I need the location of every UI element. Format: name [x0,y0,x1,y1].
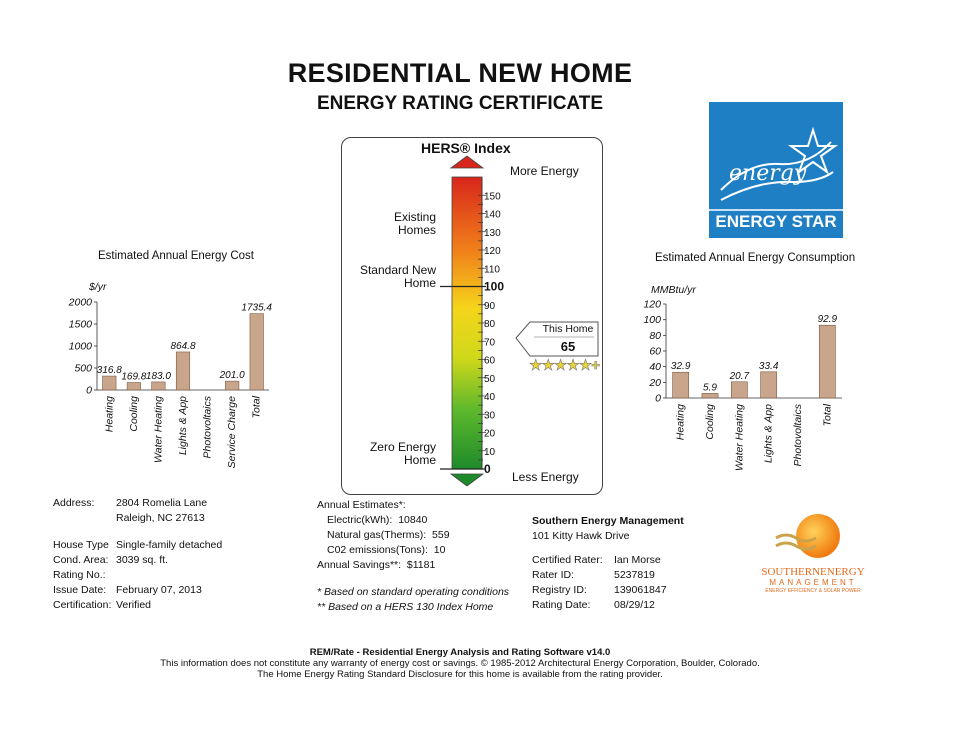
certification-label: Certification: [53,599,112,611]
cost-chart-bar-value-label: 169.8 [121,371,147,383]
electric-value: 10840 [398,514,428,526]
cost-chart-category-label: Cooling [127,396,140,432]
consumption-chart-category-label: Total [821,404,834,427]
hers-tick-label: 20 [484,428,496,440]
energy-star-label: ENERGY STAR [715,212,837,231]
hers-title: HERS® Index [421,140,511,156]
hers-scale [440,150,515,490]
annual-estimates [317,498,509,615]
consumption-chart-bar [673,372,689,398]
consumption-chart-ylabel: MMBtu/yr [651,284,696,296]
hers-tick-label: 120 [484,246,501,257]
note-2: ** Based on a HERS 130 Index Home [317,601,494,613]
certified-rater-label: Certified Rater: [532,554,603,566]
sun-icon [758,510,868,570]
less-energy-label: Less Energy [512,470,579,484]
star-rating [529,356,599,374]
hers-tick-label: 0 [484,462,491,476]
energy-star-logo [709,102,843,238]
address-label: Address: [53,497,95,509]
rater-block [532,514,684,613]
hers-tick-label: 90 [484,300,496,312]
this-home-value: 65 [560,339,576,354]
consumption-chart-bar [819,325,835,398]
consumption-chart-category-label: Water Heating [733,404,746,471]
consumption-chart-category-label: Cooling [704,404,716,440]
house-type-label: House Type [53,539,109,551]
rater-id-label: Rater ID: [532,569,575,581]
hers-tick-label: 130 [484,227,501,239]
consumption-chart-category-label: Photovoltaics [792,404,804,467]
co2-value: 10 [433,544,446,556]
hers-color-bar [452,177,482,469]
zero-energy-home-label: Zero Energy Home [369,440,436,467]
cost-chart-ylabel: $/yr [89,281,107,293]
plus-icon: + [591,357,600,374]
southern-energy-logo [758,510,868,600]
rater-company: Southern Energy Management [532,515,684,527]
cond-area-value: 3039 sq. ft. [116,554,168,566]
issue-date-value: February 07, 2013 [116,584,202,596]
hers-tick-label: 140 [484,209,501,221]
more-energy-label: More Energy [510,164,579,178]
consumption-chart-y-tick-label: 80 [649,329,661,342]
registry-id-label: Registry ID: [532,584,587,596]
consumption-chart-y-tick-label: 60 [649,345,661,358]
consumption-chart-y-tick-label: 40 [649,361,661,374]
page-subtitle: ENERGY RATING CERTIFICATE [316,93,604,114]
cost-chart-bar [152,382,166,390]
cost-chart-bar [103,376,117,390]
address-block [53,496,222,613]
consumption-chart-bar [731,382,747,398]
this-home-label: This Home [542,323,594,335]
cost-chart-y-tick-label: 500 [74,362,92,375]
cost-chart-bar [250,314,264,390]
cost-chart-bar-value-label: 316.8 [96,365,122,377]
consumption-chart-bar-value-label: 33.4 [758,360,779,372]
savings-label: Annual Savings**: [317,559,402,571]
logo-sub: MANAGEMENT [769,578,857,587]
rating-no-value [116,568,222,583]
rating-no-label: Rating No.: [53,569,106,581]
gas-value: 559 [432,529,450,541]
up-arrow-icon [451,156,483,168]
consumption-chart [620,294,850,484]
cost-chart-bar [225,381,239,390]
hers-tick-label: 10 [484,446,496,458]
cost-chart [50,290,280,470]
cost-chart-bar [127,383,141,390]
hers-tick-label: 150 [484,191,501,203]
consumption-chart-bar-value-label: 5.9 [703,382,717,394]
down-arrow-icon [451,474,483,486]
consumption-chart-category-label: Heating [674,404,687,441]
rater-id-value: 5237819 [614,569,655,581]
rating-date-value: 08/29/12 [614,599,655,611]
existing-homes-label: Existing Homes [393,210,436,237]
cost-chart-category-label: Service Charge [226,396,239,469]
estimates-heading: Annual Estimates*: [317,499,406,511]
consumption-chart-y-tick-label: 0 [655,392,661,405]
consumption-chart-y-tick-label: 100 [643,314,661,327]
hers-tick-label: 70 [484,337,496,349]
footer-disclaimer: This information does not constitute any warranty of energy cost or savings. © 1985-2012 Architectural Energy Corporation, Boulder, Colorado. [160,658,760,669]
hers-tick-label: 80 [484,319,496,330]
star-icons: ★★★★★ [529,357,592,374]
certification-value: Verified [116,599,152,611]
consumption-chart-y-tick-label: 20 [649,376,661,389]
logo-tagline: ENERGY EFFICIENCY & SOLAR POWER [765,588,861,594]
cost-chart-y-tick-label: 1500 [68,318,92,331]
consumption-chart-y-tick-label: 120 [643,298,661,311]
footer-software: REM/Rate - Residential Energy Analysis and Rating Software v14.0 [309,647,611,658]
consumption-chart-bar [761,372,777,398]
cost-chart-category-label: Photovoltaics [201,396,214,459]
co2-label: C02 emissions(Tons): [327,544,428,556]
cost-chart-category-label: Lights & App [177,396,189,456]
cost-chart-bar-value-label: 201.0 [219,370,245,382]
hers-tick-label: 60 [484,355,496,367]
hers-tick-label: 50 [484,373,496,385]
cost-chart-y-tick-label: 0 [86,384,92,397]
standard-new-home-label: Standard New Home [359,263,436,290]
cost-chart-category-label: Heating [103,396,116,433]
cost-chart-bar-value-label: 864.8 [170,340,196,352]
energy-script-text: energy [729,161,807,186]
cost-chart-category-label: Total [250,396,263,419]
page-title: RESIDENTIAL NEW HOME [287,58,633,88]
hers-tick-label: 110 [484,264,500,276]
hers-tick-label: 40 [484,392,496,403]
cond-area-label: Cond. Area: [53,554,109,566]
gas-label: Natural gas(Therms): [327,529,427,541]
cost-chart-y-tick-label: 1000 [68,340,92,353]
consumption-chart-category-label: Lights & App [762,404,775,464]
hers-tick-label: 100 [484,279,505,294]
rating-date-label: Rating Date: [532,599,591,611]
address-line2: Raleigh, NC 27613 [116,512,205,524]
electric-label: Electric(kWh): [327,514,393,526]
house-type-value: Single-family detached [116,539,223,551]
logo-name: SOUTHERNENERGY [761,566,865,578]
rater-street: 101 Kitty Hawk Drive [532,530,630,542]
consumption-chart-bar-value-label: 92.9 [817,314,838,326]
cost-chart-category-label: Water Heating [152,396,165,463]
cost-chart-bar-value-label: 1735.4 [241,302,273,314]
address-line1: 2804 Romelia Lane [116,497,208,509]
cost-chart-y-tick-label: 2000 [68,296,92,309]
consumption-chart-bar-value-label: 20.7 [729,370,750,382]
hers-tick-label: 30 [484,410,496,422]
cost-chart-bar-value-label: 183.0 [145,370,171,382]
cost-chart-title: Estimated Annual Energy Cost [98,250,254,262]
consumption-chart-title: Estimated Annual Energy Consumption [655,252,856,264]
consumption-chart-bar-value-label: 32.9 [670,361,691,373]
issue-date-label: Issue Date: [53,584,107,596]
cost-chart-bar [176,352,190,390]
certified-rater-value: Ian Morse [614,554,661,566]
savings-value: $1181 [406,559,436,571]
footer-disclosure: The Home Energy Rating Standard Disclosure for this home is available from the rating provider. [257,669,663,680]
registry-id-value: 139061847 [614,584,667,596]
consumption-chart-bar [702,393,718,398]
note-1: * Based on standard operating conditions [317,586,510,598]
